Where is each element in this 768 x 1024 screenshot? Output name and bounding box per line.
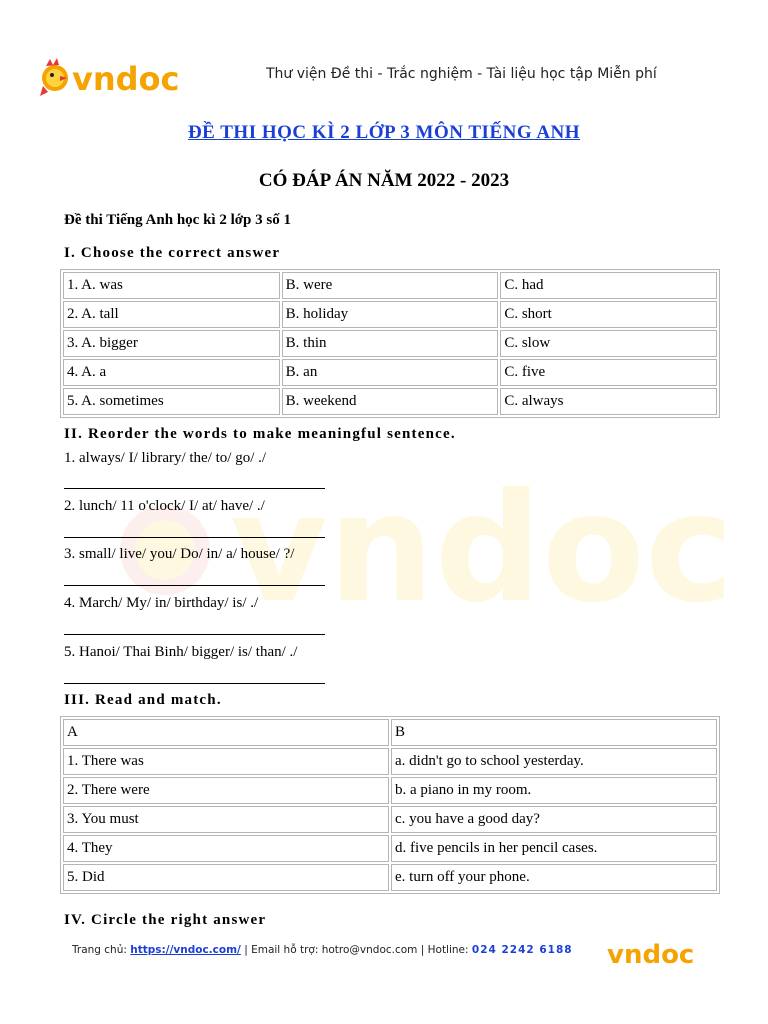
- table-cell: C. had: [500, 272, 717, 299]
- table-cell: b. a piano in my room.: [391, 777, 717, 804]
- column-b-header: B: [391, 719, 717, 746]
- section-2-heading: II. Reorder the words to make meaningful sentence.: [64, 426, 456, 442]
- svg-text:vndoc: vndoc: [72, 60, 180, 98]
- footer-home-link[interactable]: https://vndoc.com/: [130, 944, 241, 956]
- table-cell: B. thin: [282, 330, 499, 357]
- table-cell: B. weekend: [282, 388, 499, 415]
- reorder-item: 1. always/ I/ library/ the/ to/ go/ ./: [64, 450, 267, 466]
- svg-text:vndoc: vndoc: [230, 462, 734, 636]
- table-cell: 4. A. a: [63, 359, 280, 386]
- table-row: [63, 359, 717, 386]
- table-row: [63, 835, 717, 862]
- exam-subtitle: Đề thi Tiếng Anh học kì 2 lớp 3 số 1: [64, 212, 291, 228]
- table-row: [63, 388, 717, 415]
- table-cell: B. an: [282, 359, 499, 386]
- table-cell: 2. There were: [63, 777, 389, 804]
- footer-home-label: Trang chủ:: [72, 944, 131, 956]
- footer-support-text: | Email hỗ trợ: hotro@vndoc.com | Hotline:: [240, 944, 472, 956]
- table-cell: 4. They: [63, 835, 389, 862]
- reorder-item: 3. small/ live/ you/ Do/ in/ a/ house/ ?/: [64, 546, 295, 562]
- column-a-header: A: [63, 719, 389, 746]
- answer-blank[interactable]: [64, 585, 325, 586]
- reorder-item: 4. March/ My/ in/ birthday/ is/ ./: [64, 595, 259, 611]
- page-title-year: CÓ ĐÁP ÁN NĂM 2022 - 2023: [258, 170, 510, 191]
- table-row: [63, 777, 717, 804]
- footer-vndoc-logo: [605, 938, 701, 968]
- table-row: [63, 806, 717, 833]
- table-row: [63, 301, 717, 328]
- table-header-row: [63, 719, 717, 746]
- table-cell: 3. A. bigger: [63, 330, 280, 357]
- table-cell: 5. A. sometimes: [63, 388, 280, 415]
- page-header: [38, 56, 718, 100]
- table-cell: 1. A. was: [63, 272, 280, 299]
- answer-blank[interactable]: [64, 683, 325, 684]
- table-cell: a. didn't go to school yesterday.: [391, 748, 717, 775]
- table-cell: 5. Did: [63, 864, 389, 891]
- answer-blank[interactable]: [64, 488, 325, 489]
- table-cell: c. you have a good day?: [391, 806, 717, 833]
- table-row: [63, 272, 717, 299]
- chicken-mascot-icon: [40, 58, 68, 96]
- table-cell: 1. There was: [63, 748, 389, 775]
- table-cell: C. short: [500, 301, 717, 328]
- answer-blank[interactable]: [64, 634, 325, 635]
- table-cell: C. always: [500, 388, 717, 415]
- vndoc-logo: [38, 56, 198, 100]
- section-4-heading: IV. Circle the right answer: [64, 912, 267, 928]
- read-match-table: [60, 716, 720, 894]
- table-cell: C. slow: [500, 330, 717, 357]
- section-1-heading: I. Choose the correct answer: [64, 245, 281, 261]
- answer-blank[interactable]: [64, 537, 325, 538]
- table-row: [63, 330, 717, 357]
- reorder-item: 5. Hanoi/ Thai Binh/ bigger/ is/ than/ ./: [64, 644, 298, 660]
- svg-text:vndoc: vndoc: [607, 940, 695, 970]
- table-cell: 3. You must: [63, 806, 389, 833]
- table-cell: d. five pencils in her pencil cases.: [391, 835, 717, 862]
- page-title[interactable]: ĐỀ THI HỌC KÌ 2 LỚP 3 MÔN TIẾNG ANH: [187, 122, 581, 143]
- page-footer: [72, 944, 573, 956]
- table-cell: 2. A. tall: [63, 301, 280, 328]
- header-tagline: Thư viện Đề thi - Trắc nghiệm - Tài liệu học tập Miễn phí: [266, 66, 657, 82]
- footer-hotline: 024 2242 6188: [471, 944, 573, 956]
- table-cell: B. holiday: [282, 301, 499, 328]
- table-cell: e. turn off your phone.: [391, 864, 717, 891]
- reorder-item: 2. lunch/ 11 o'clock/ I/ at/ have/ ./: [64, 498, 265, 514]
- table-row: [63, 748, 717, 775]
- table-row: [63, 864, 717, 891]
- choose-answer-table: [60, 269, 720, 418]
- table-cell: C. five: [500, 359, 717, 386]
- table-cell: B. were: [282, 272, 499, 299]
- section-3-heading: III. Read and match.: [64, 692, 222, 708]
